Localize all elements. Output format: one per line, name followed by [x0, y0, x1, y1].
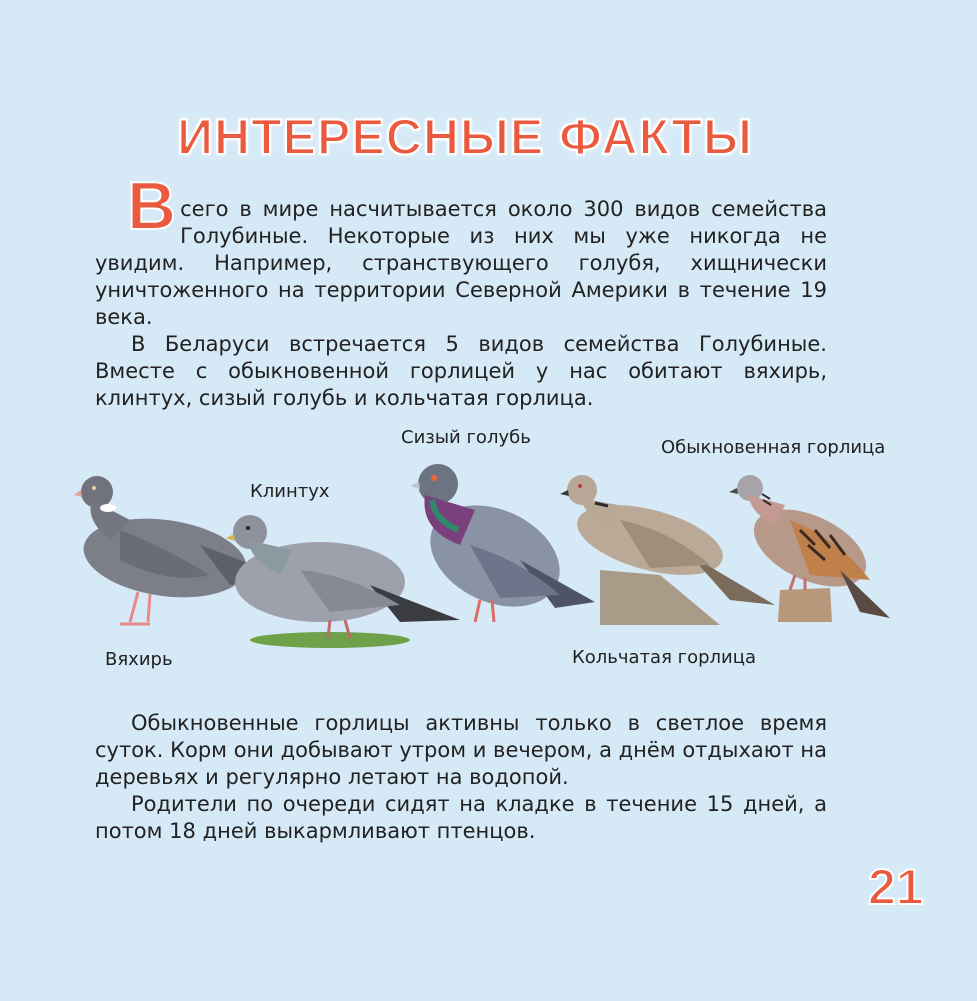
vyakhir-bird-image — [74, 476, 272, 624]
outro-text — [95, 710, 827, 845]
klintukh-bird-image — [226, 515, 460, 648]
label-klintukh: Клинтух — [250, 481, 330, 502]
intro-paragraph-1: Всего в мире насчитывается около 300 видов семейства Голубиные. Некоторые из них мы уже никогда не увидим. Например, странствующего голубя, хищнически уничтоженного на территории Северной Америки в течение 19 века. — [95, 168, 827, 329]
outro-paragraph-2: Родители по очереди сидят на кладке в течение 15 дней, а потом 18 дней выкармливают птенцов. — [95, 792, 827, 843]
label-obyknovennaya-gorlitsa: Обыкновенная горлица — [661, 437, 886, 458]
intro-paragraph-2: В Беларуси встречается 5 видов семейства Голубиные. Вместе с обыкновенной горлицей у нас обитают вяхирь, клинтух, сизый голубь и кольчатая горлица. — [95, 332, 827, 410]
label-vyakhir: Вяхирь — [105, 649, 173, 670]
outro-paragraph-1: Обыкновенные горлицы активны только в светлое время суток. Корм они добывают утром и вечером, а днём отдыхают на деревьях и регулярно летают на водопой. — [95, 711, 827, 789]
label-koltchataya-gorlitsa: Кольчатая горлица — [572, 647, 757, 668]
drop-cap-letter: В — [127, 168, 177, 244]
label-sizy-golub: Сизый голубь — [401, 427, 531, 448]
page-number: 21 — [868, 859, 924, 915]
page-title: ИНТЕРЕСНЫЕ ФАКТЫ — [177, 109, 753, 165]
